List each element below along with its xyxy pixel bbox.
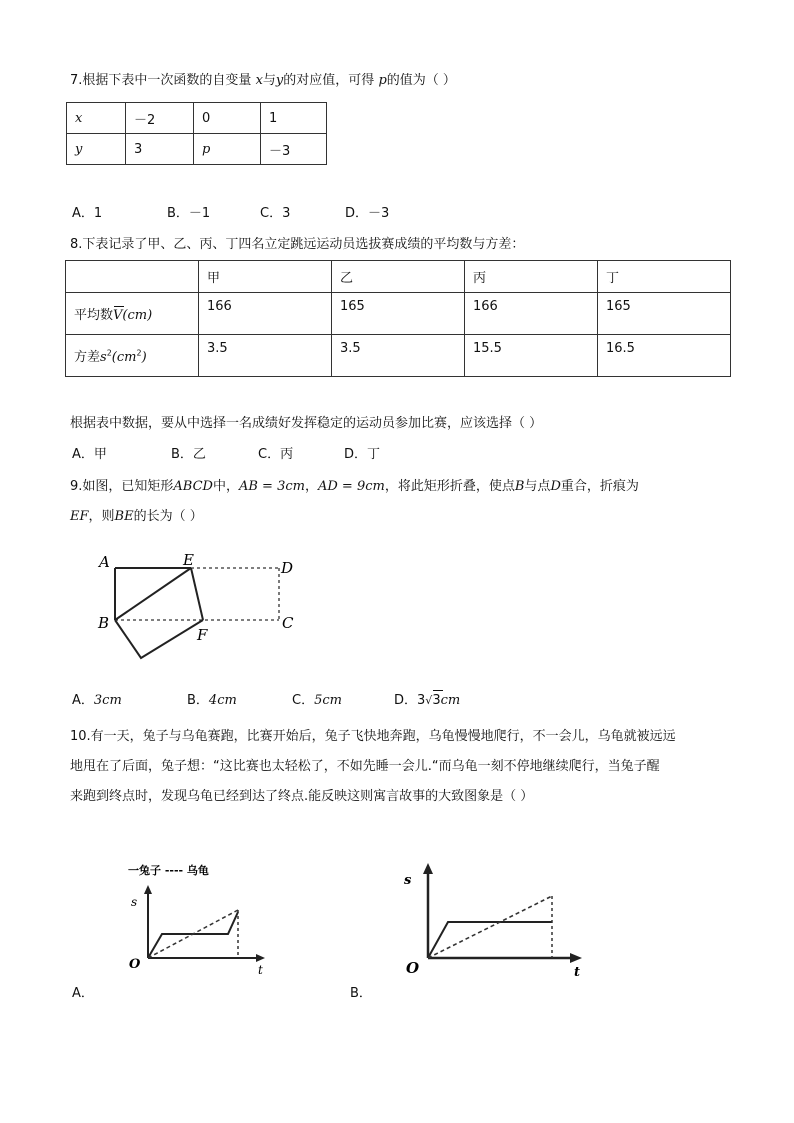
option-a: A．甲 [72, 447, 107, 462]
option-b: B．乙 [171, 447, 206, 462]
axis-t-label: t [258, 963, 263, 977]
option-d: D．－3 [345, 206, 390, 221]
q8-table [65, 260, 731, 377]
axis-s-label: s [131, 895, 138, 909]
y-axis-arrow [423, 863, 433, 874]
label-c: C [282, 614, 294, 632]
label-d: D [281, 559, 294, 577]
option-c: C．丙 [258, 447, 294, 462]
table-row: x －2 0 1 [67, 103, 327, 134]
option-d: D．丁 [344, 447, 381, 462]
origin-label: O [129, 957, 141, 972]
q8-follow: 根据表中数据，要从中选择一名成绩好发挥稳定的运动员参加比赛，应该选择（ ） [70, 416, 543, 431]
x-axis-arrow [256, 954, 265, 962]
x-axis-arrow [570, 953, 582, 963]
q8-options [72, 446, 380, 464]
rectangle-fold-figure [95, 548, 310, 668]
table-row: 方差$s^2(cm^2)$ 3.5 3.5 15.5 16.5 [66, 335, 731, 377]
option-b: B．4cm [187, 693, 237, 708]
q9-stem-line1: 9.如图，已知矩形ABCD中，AB = 3cm，AD = 9cm，将此矩形折叠，使点B与点D重合，折痕为 [70, 479, 639, 494]
label-a: A [99, 553, 110, 571]
option-b: B．－1 [167, 206, 211, 221]
y-axis-arrow [144, 885, 152, 894]
label-f: F [197, 626, 208, 644]
q7-number: 7. [70, 73, 83, 88]
option-c: C．5cm [292, 693, 342, 708]
origin-label: O [406, 959, 420, 977]
label-b: B [98, 614, 110, 632]
axis-s-label: s [404, 873, 412, 888]
table-row: y 3 p －3 [67, 134, 327, 165]
graph-b [396, 858, 596, 978]
tortoise-line [428, 896, 552, 958]
q10-option-a: A． [72, 986, 94, 1001]
option-d: D．3√3cm [394, 693, 461, 708]
option-a: A．3cm [72, 693, 122, 708]
rabbit-line [428, 922, 552, 958]
folded-flap [115, 620, 203, 658]
graph-a [120, 858, 280, 978]
label-e: E [183, 551, 194, 569]
q10-stem-line3: 来跑到终点时，发现乌龟已经到达了终点.能反映这则寓言故事的大致图象是（ ） [70, 789, 534, 804]
q7-stem: 7.根据下表中一次函数的自变量 x与y的对应值，可得 p的值为（ ） [70, 73, 456, 88]
q7-options [72, 205, 389, 223]
q10-stem-line1: 10.有一天，兔子与乌龟赛跑，比赛开始后，兔子飞快地奔跑，乌龟慢慢地爬行，不一会儿，乌龟就被远远 [70, 729, 676, 744]
legend: 一兔子 ---- 乌龟 [128, 864, 209, 877]
q9-options [72, 692, 460, 710]
segment-ef [191, 568, 203, 620]
option-a: A．1 [72, 206, 103, 221]
axis-t-label: t [574, 965, 581, 978]
q10-stem-line2: 地甩在了后面，兔子想：“这比赛也太轻松了，不如先睡一会儿.“而乌龟一刻不停地继续爬行，当兔子醒 [70, 759, 660, 774]
variance-label: 方差$s^2(cm^2)$ [66, 335, 199, 377]
segment-be [115, 568, 191, 620]
table-row: 平均数V(cm) 166 165 166 165 [66, 293, 731, 335]
option-c: C．3 [260, 206, 291, 221]
table-row: 甲 乙 丙 丁 [66, 261, 731, 293]
q7-table [66, 102, 327, 165]
q10-option-b: B． [350, 986, 372, 1001]
mean-label: 平均数V(cm) [66, 293, 199, 335]
q8-stem: 8.下表记录了甲、乙、丙、丁四名立定跳远运动员选拔赛成绩的平均数与方差： [70, 237, 525, 252]
q9-stem-line2: EF，则BE的长为（ ） [70, 509, 203, 524]
